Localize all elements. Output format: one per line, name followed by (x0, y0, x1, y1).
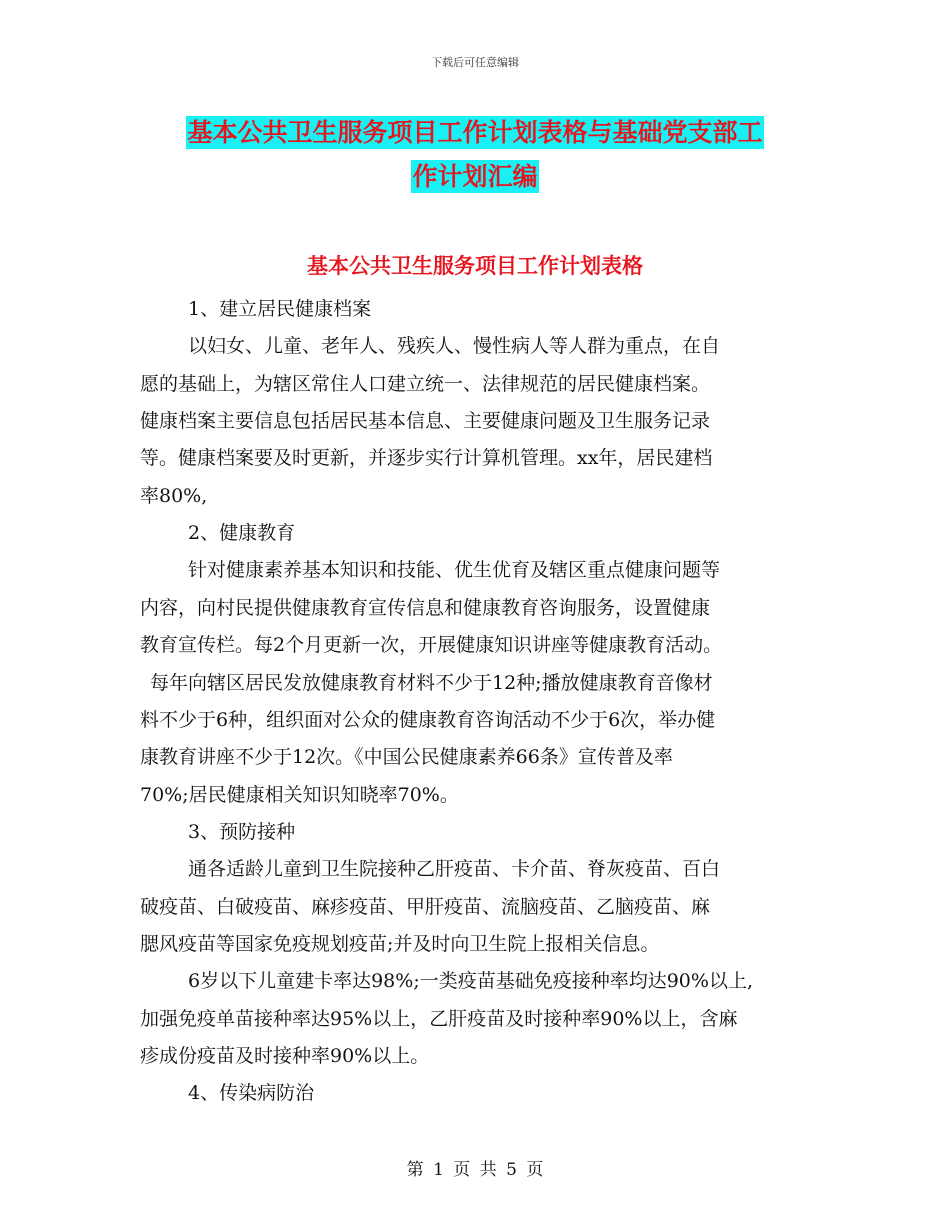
paragraph-line: 针对健康素养基本知识和技能、优生优育及辖区重点健康问题等 (188, 559, 721, 581)
paragraph-line: 教育宣传栏。每2个月更新一次，开展健康知识讲座等健康教育活动。 (140, 634, 723, 656)
main-title-text-1: 基本公共卫生服务项目工作计划表格与基础党支部工 (187, 118, 763, 147)
main-title-text-2: 作计划汇编 (412, 162, 538, 191)
heading-vaccination: 3、预防接种 (188, 821, 296, 843)
paragraph-line: 愿的基础上，为辖区常住人口建立统一、法律规范的居民健康档案。 (140, 373, 711, 395)
paragraph-line: 70%;居民健康相关知识知晓率70%。 (140, 784, 459, 806)
paragraph-line: 腮风疫苗等国家免疫规划疫苗;并及时向卫生院上报相关信息。 (140, 933, 660, 955)
paragraph-line: 内容，向村民提供健康教育宣传信息和健康教育咨询服务，设置健康 (140, 597, 711, 619)
paragraph-line: 疹成份疫苗及时接种率90%以上。 (140, 1045, 430, 1067)
heading-infectious-disease: 4、传染病防治 (188, 1082, 315, 1104)
paragraph-line: 破疫苗、白破疫苗、麻疹疫苗、甲肝疫苗、流脑疫苗、乙脑疫苗、麻 (140, 896, 711, 918)
section-title: 基本公共卫生服务项目工作计划表格 (307, 254, 643, 278)
paragraph-line: 6岁以下儿童建卡率达98%;一类疫苗基础免疫接种率均达90%以上, (188, 970, 753, 992)
paragraph-line: 以妇女、儿童、老年人、残疾人、慢性病人等人群为重点，在自 (188, 335, 721, 357)
heading-health-records: 1、建立居民健康档案 (188, 298, 372, 320)
main-title-line-2 (0, 157, 950, 193)
main-title-line-1 (0, 113, 950, 149)
paragraph-line: 率80%, (140, 485, 208, 507)
paragraph-line: 康教育讲座不少于12次。《中国公民健康素养66条》宣传普及率 (140, 746, 673, 768)
paragraph-line: 料不少于6种，组织面对公众的健康教育咨询活动不少于6次，举办健 (140, 709, 716, 731)
paragraph-line: 加强免疫单苗接种率达95%以上，乙肝疫苗及时接种率90%以上，含麻 (140, 1008, 738, 1030)
paragraph-line: 每年向辖区居民发放健康教育材料不少于12种;播放健康教育音像材 (150, 672, 713, 694)
paragraph-line: 健康档案主要信息包括居民基本信息、主要健康问题及卫生服务记录 (140, 410, 711, 432)
header-note: 下载后可任意编辑 (431, 56, 519, 69)
heading-health-education: 2、健康教育 (188, 522, 296, 544)
paragraph-line: 等。健康档案要及时更新，并逐步实行计算机管理。xx年，居民建档 (140, 447, 713, 469)
page-footer: 第 1 页 共 5 页 (406, 1160, 544, 1180)
paragraph-line: 通各适龄儿童到卫生院接种乙肝疫苗、卡介苗、脊灰疫苗、百白 (188, 858, 721, 880)
